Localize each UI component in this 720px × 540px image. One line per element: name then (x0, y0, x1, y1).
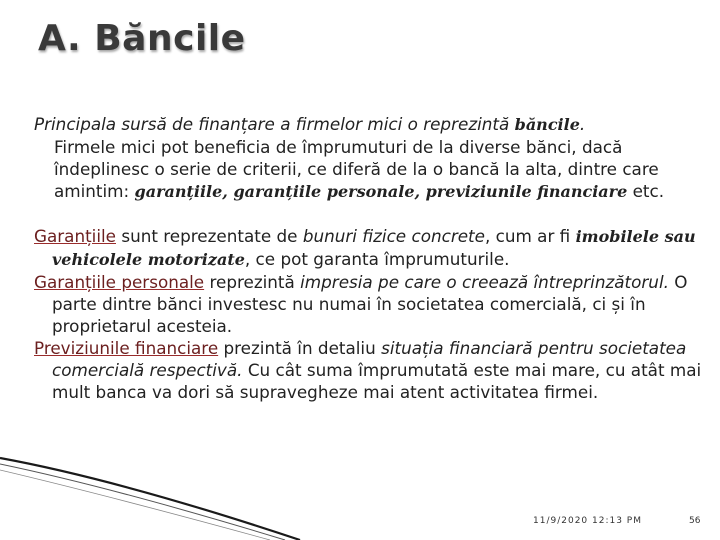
criteria-emphasis: garanțiile, garanțiile personale, previziunile financiare (134, 182, 628, 201)
intro-text: Principala sursă de finanțare a firmelor mici o reprezintă (34, 114, 515, 134)
garantii-emphasis: imobilele sau vehicolele motorizate (52, 227, 696, 269)
previziuni-text2: Cu cât suma împrumutată este mai mare, cu atât mai mult banca va dori să supravegheze mai atent activitatea firmei. (52, 360, 702, 402)
paragraph-garantii-personale (34, 271, 706, 337)
slide-body (34, 113, 706, 403)
footer-date: 11/9/2020 12:13 PM (533, 516, 642, 526)
criteria-end: etc. (627, 181, 665, 201)
garantii-italic: bunuri fizice concrete (302, 226, 485, 246)
slide-title: A. Băncile (38, 18, 246, 59)
garantii-personale-text: reprezintă (204, 272, 301, 292)
paragraph-previziuni (34, 337, 706, 403)
intro-end: . (579, 114, 586, 134)
garantii-personale-link[interactable]: Garanțiile personale (34, 272, 205, 292)
paragraph-garantii (34, 225, 706, 271)
garantii-text: sunt reprezentate de (116, 226, 303, 246)
garantii-link[interactable]: Garanțiile (34, 226, 116, 246)
paragraph-intro (34, 113, 706, 136)
decorative-swoosh (0, 440, 330, 540)
garantii-text2: , cum ar fi (484, 226, 576, 246)
criteria-text: Firmele mici pot beneficia de împrumuturi de la diverse bănci, dacă îndeplinesc o serie de criterii, ce diferă de la o bancă la alta, dintre care amintim: (54, 137, 659, 201)
previziuni-link[interactable]: Previziunile financiare (34, 338, 219, 358)
footer-page-number: 56 (689, 516, 701, 526)
previziuni-text: prezintă în detaliu (218, 338, 382, 358)
previziuni-italic: situația financiară pentru societatea comercială respectivă. (52, 338, 687, 380)
intro-emphasis: băncile (514, 115, 580, 134)
paragraph-criteria (46, 136, 706, 203)
garantii-text3: , ce pot garanta împrumuturile. (244, 249, 510, 269)
garantii-personale-italic: impresia pe care o creează întreprinzătorul. (300, 272, 669, 292)
garantii-personale-text2: O parte dintre bănci investesc nu numai în societatea comercială, ci și în proprietarul acesteia. (52, 272, 688, 336)
